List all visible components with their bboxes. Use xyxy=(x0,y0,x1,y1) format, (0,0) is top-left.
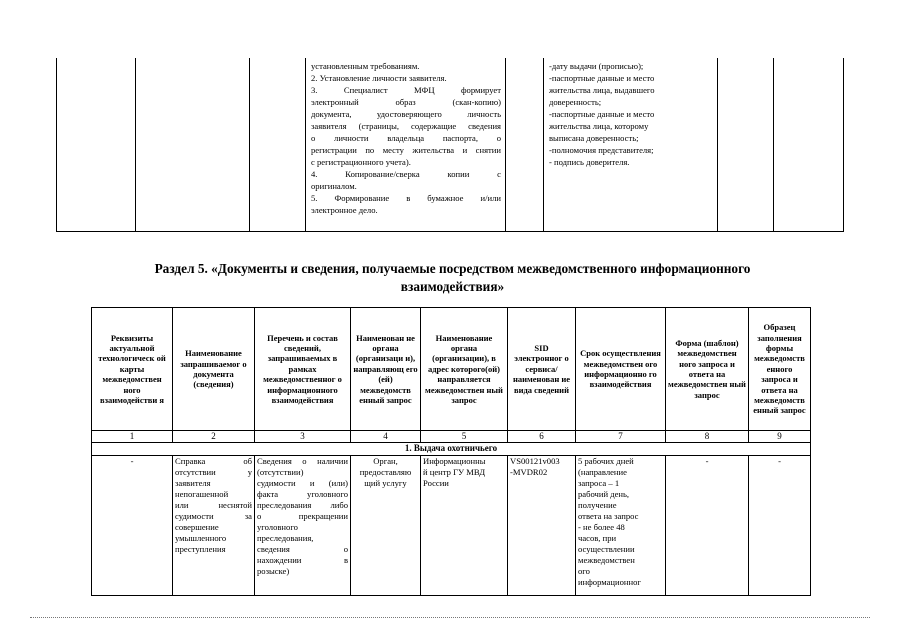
cell-text-line: преследования либо xyxy=(257,500,348,510)
cell-text-line: факта уголовного xyxy=(257,489,348,499)
header-row xyxy=(92,308,811,431)
table-divider xyxy=(249,58,250,231)
table-divider xyxy=(305,58,306,231)
header-cell: Срок осуществления межведомствен ого информационно го взаимодействия xyxy=(576,308,666,431)
cell-sid xyxy=(508,456,576,596)
cell-text-line: Справка об xyxy=(175,456,252,466)
table-row xyxy=(92,456,811,596)
header-cell: Наименование запрашиваемог о документа (сведения) xyxy=(173,308,255,431)
service-subheader: 1. Выдача охотничьего xyxy=(92,443,811,456)
header-cell: Реквизиты актуальной технологическ ой карты межведомствен ного взаимодействи я xyxy=(92,308,173,431)
table-divider xyxy=(135,58,136,231)
requirement-line: жительства лица, выдавшего xyxy=(549,85,655,95)
requirements-cell xyxy=(549,60,713,168)
requirement-line: жительства лица, которому xyxy=(549,121,649,131)
cell-text-line: розыске) xyxy=(257,566,290,576)
cell-text-line: нахождении в xyxy=(257,555,348,565)
requirement-line: -дату выдачи (прописью); xyxy=(549,61,644,71)
procedure-line: 2. Установление личности заявителя. xyxy=(311,73,447,83)
procedure-line: 3. Специалист МФЦ формирует xyxy=(311,85,501,95)
cell-text-line: предоставляю xyxy=(359,467,412,477)
cell-text-line: преследования, xyxy=(257,533,314,543)
header-cell: Наименование органа (организации), в адрес которого(ой) направляется межведомствен ный запрос xyxy=(421,308,508,431)
section-title-line2: взаимодействия» xyxy=(400,279,505,294)
cell-text-line: непогашенной xyxy=(175,489,229,499)
procedure-line: электронный образ (скан-копию) xyxy=(311,97,501,107)
requirement-line: выписана доверенность; xyxy=(549,133,639,143)
cell-text-line: получение xyxy=(578,500,617,510)
requirement-line: доверенность; xyxy=(549,97,602,107)
cell-text-line: заявителя xyxy=(175,478,211,488)
procedure-line: регистрации по месту жительства и снятии xyxy=(311,145,501,155)
procedure-line: документа, удостоверяющего личность xyxy=(311,109,501,119)
cell-text-line: ого xyxy=(578,566,590,576)
cell-text-line: VS00121v003 xyxy=(510,456,560,466)
cell-text-line: -MVDR02 xyxy=(510,467,548,477)
section-title-line1: Раздел 5. «Документы и сведения, получаемые посредством межведомственного информационного xyxy=(154,261,751,276)
cell-text-line: или неснятой xyxy=(175,500,252,510)
procedure-line: о личности владельца паспорта, о xyxy=(311,133,501,143)
column-number: 4 xyxy=(351,431,421,443)
cell-text-line: - не более 48 xyxy=(578,522,625,532)
column-number: 5 xyxy=(421,431,508,443)
requirement-line: -полномочия представителя; xyxy=(549,145,654,155)
requirement-line: - подпись доверителя. xyxy=(549,157,630,167)
cell-text-line: часов, при xyxy=(578,533,617,543)
header-cell: Наименован не органа (организаци и), направляющ его (ей) межведомств енный запрос xyxy=(351,308,421,431)
column-number: 3 xyxy=(255,431,351,443)
cell-text-line: ответа на запрос xyxy=(578,511,639,521)
procedure-line: 4. Копирование/сверка копии с xyxy=(311,169,501,179)
requirement-line: -паспортные данные и место xyxy=(549,109,655,119)
interagency-table xyxy=(91,307,811,596)
procedure-line: электронное дело. xyxy=(311,205,378,215)
cell-text-line: Орган, xyxy=(373,456,398,466)
subheader-row xyxy=(92,443,811,456)
cell-text-line: запроса – 1 xyxy=(578,478,620,488)
cell-text-line: Сведения о наличии xyxy=(257,456,348,466)
column-number: 9 xyxy=(749,431,811,443)
cell-document-name xyxy=(173,456,255,596)
column-number: 1 xyxy=(92,431,173,443)
cell-text-line: 5 рабочих дней xyxy=(578,456,634,466)
table-divider xyxy=(543,58,544,231)
scan-edge-line xyxy=(30,617,870,618)
cell-text-line: (направление xyxy=(578,467,627,477)
procedure-line: 5. Формирование в бумажное и/или xyxy=(311,193,501,203)
table-divider xyxy=(505,58,506,231)
cell-text-line: отсутствии у xyxy=(175,467,252,477)
cell-form-template: - xyxy=(666,456,749,596)
header-cell: Образец заполнения формы межведомств енного запроса и ответа на межведомств енный запрос xyxy=(749,308,811,431)
cell-text-line: судимости за xyxy=(175,511,252,521)
cell-text-line: совершение xyxy=(175,522,219,532)
cell-text-line: уголовного xyxy=(257,522,298,532)
column-number: 8 xyxy=(666,431,749,443)
column-number: 6 xyxy=(508,431,576,443)
cell-text-line: судимости и (или) xyxy=(257,478,348,488)
procedure-line: заявителя (страницы, содержащие сведения xyxy=(311,121,501,131)
column-number-row xyxy=(92,431,811,443)
section-title xyxy=(0,260,905,296)
cell-sending-organ xyxy=(351,456,421,596)
cell-text-line: информационног xyxy=(578,577,641,587)
table-divider xyxy=(773,58,774,231)
procedure-line: оригиналом. xyxy=(311,181,357,191)
cell-text-line: межведомствен xyxy=(578,555,635,565)
cell-text-line: Информационны xyxy=(423,456,486,466)
cell-receiving-organ xyxy=(421,456,508,596)
cell-requested-info xyxy=(255,456,351,596)
cell-text-line: о прекращении xyxy=(257,511,348,521)
header-cell: Форма (шаблон) межведомствен ного запроса и ответа на межведомствен ный запрос xyxy=(666,308,749,431)
column-number: 7 xyxy=(576,431,666,443)
previous-section-table xyxy=(56,58,844,232)
table-divider xyxy=(717,58,718,231)
header-cell: SID электронног о сервиса/ наименован ие вида сведений xyxy=(508,308,576,431)
cell-text-line: щий услугу xyxy=(364,478,407,488)
cell-sample: - xyxy=(749,456,811,596)
cell-text-line: (отсутствии) xyxy=(257,467,304,477)
procedure-line: с регистрационного учета). xyxy=(311,157,411,167)
procedure-steps-cell xyxy=(311,60,501,216)
cell-text-line: преступления xyxy=(175,544,226,554)
header-cell: Перечень и состав сведений, запрашиваемых в рамках межведомственног о информационного взаимодействия xyxy=(255,308,351,431)
cell-text-line: осуществлении xyxy=(578,544,635,554)
cell-text-line: сведения о xyxy=(257,544,348,554)
cell-text-line: рабочий день, xyxy=(578,489,630,499)
cell-term xyxy=(576,456,666,596)
column-number: 2 xyxy=(173,431,255,443)
cell-text-line: России xyxy=(423,478,449,488)
cell-text-line: умышленного xyxy=(175,533,227,543)
cell-text-line: й центр ГУ МВД xyxy=(423,467,486,477)
procedure-line: установленным требованиям. xyxy=(311,61,420,71)
cell-card-requisites: - xyxy=(92,456,173,596)
requirement-line: -паспортные данные и место xyxy=(549,73,655,83)
